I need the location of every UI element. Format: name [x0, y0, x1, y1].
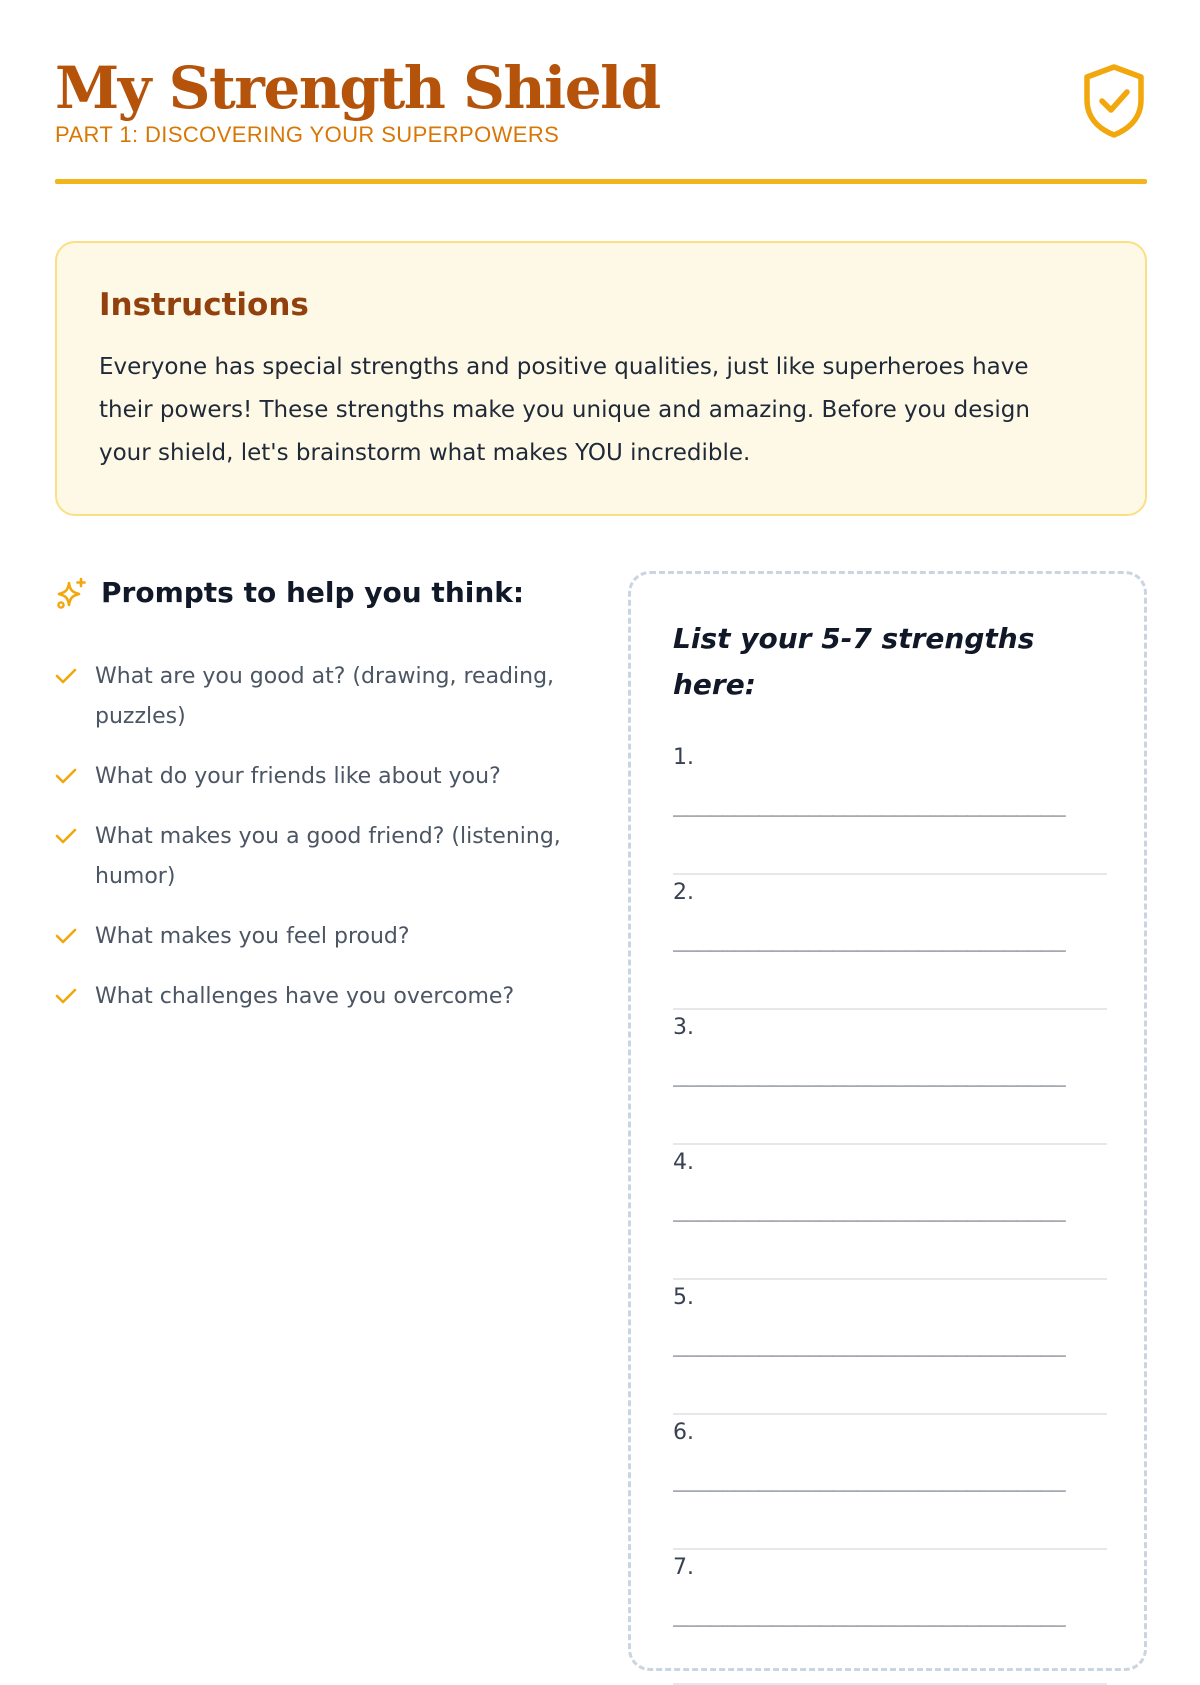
strength-slot-7[interactable] — [673, 1548, 1107, 1685]
strength-blank-line[interactable]: ________________________________ — [673, 1332, 1065, 1357]
sparkles-icon — [55, 577, 88, 610]
strength-number: 4. — [673, 1150, 694, 1175]
strength-slot-5[interactable] — [673, 1278, 1107, 1415]
strength-blank-line[interactable]: ________________________________ — [673, 1197, 1065, 1222]
strength-blank-line[interactable]: ________________________________ — [673, 1062, 1065, 1087]
shield-check-icon — [1081, 62, 1147, 140]
prompt-text: What makes you a good friend? (listening, humor) — [95, 824, 561, 889]
page-subtitle: PART 1: DISCOVERING YOUR SUPERPOWERS — [55, 122, 560, 147]
instructions-heading: Instructions — [99, 287, 309, 323]
instructions-text: Everyone has special strengths and positive qualities, just like superheroes have their powers! These strengths make you unique and amazing. Before you design your shield, let's brainstorm what makes YOU incredible. — [99, 354, 1030, 466]
strength-slot-2[interactable] — [673, 873, 1107, 1010]
strength-number: 3. — [673, 1015, 694, 1040]
prompts-section — [55, 572, 615, 1009]
strength-slot-1[interactable] — [673, 738, 1107, 875]
strength-blank-line[interactable]: ________________________________ — [673, 927, 1065, 952]
prompt-text: What do your friends like about you? — [95, 764, 501, 789]
strength-blank-line[interactable]: ________________________________ — [673, 1467, 1065, 1492]
page-header — [55, 52, 1147, 184]
instructions-card — [55, 241, 1147, 516]
prompt-item — [55, 817, 615, 897]
strength-number: 5. — [673, 1285, 694, 1310]
strength-number: 6. — [673, 1420, 694, 1445]
prompt-item — [55, 917, 615, 957]
prompt-list — [55, 657, 615, 1037]
strength-slot-3[interactable] — [673, 1008, 1107, 1145]
check-icon — [55, 987, 77, 1005]
prompt-item — [55, 977, 615, 1017]
prompt-text: What are you good at? (drawing, reading, puzzles) — [95, 664, 555, 729]
page-title: My Strength Shield — [55, 54, 660, 122]
strength-blank-line[interactable]: ________________________________ — [673, 792, 1065, 817]
prompt-item — [55, 757, 615, 797]
check-icon — [55, 827, 77, 845]
prompt-text: What makes you feel proud? — [95, 924, 410, 949]
check-icon — [55, 667, 77, 685]
prompts-heading: Prompts to help you think: — [101, 576, 525, 609]
prompt-item — [55, 657, 615, 737]
strength-number: 7. — [673, 1555, 694, 1580]
strength-blank-line[interactable]: ________________________________ — [673, 1602, 1065, 1627]
strengths-card — [628, 571, 1147, 1671]
strength-number: 2. — [673, 880, 694, 905]
prompt-text: What challenges have you overcome? — [95, 984, 515, 1009]
strength-number: 1. — [673, 745, 694, 770]
strength-slot-6[interactable] — [673, 1413, 1107, 1550]
check-icon — [55, 927, 77, 945]
strengths-heading: List your 5-7 strengths here: — [673, 622, 1035, 701]
strength-slot-4[interactable] — [673, 1143, 1107, 1280]
worksheet-page — [55, 0, 1147, 1627]
check-icon — [55, 767, 77, 785]
header-divider — [55, 179, 1147, 184]
